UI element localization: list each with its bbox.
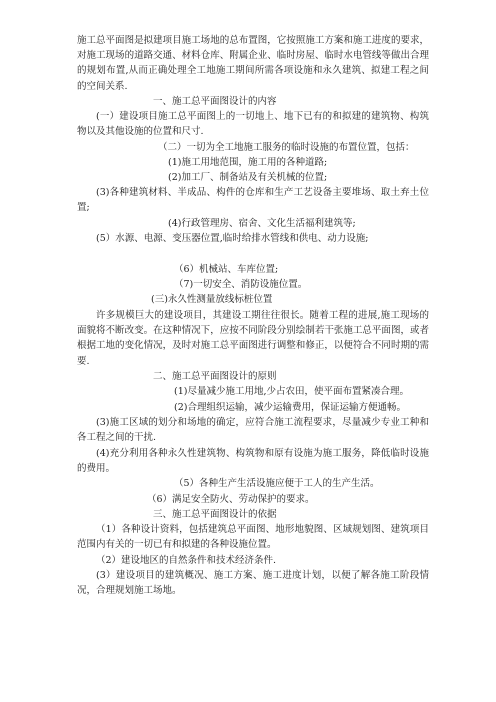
principle-item-6: （6）满足安全防火、劳动保护的要求。: [147, 494, 315, 505]
content-item-7: （7)一切安全、消防设施位置。: [174, 279, 308, 290]
heading-principles: 二、施工总平面图设计的原则: [153, 371, 277, 382]
content-para-4: 许多规模巨大的建设项目，其建设工期往往很长。随着工程的进展,施工现场的面貌将不断改变。在这种情况下，应按不同阶段分别绘制若干张施工总平面图，或者根据工地的变化情况，及时对施工总平面图进行调整和修正，以便符合不同时期的需要.: [77, 310, 429, 367]
content-para-2: （二）一切为全工地施工服务的临时设施的布置位置，包括：: [158, 142, 415, 153]
principle-item-3: (3)施工区域的划分和场地的确定，应符合施工流程要求，尽量减少专业工种和各工程之间的干扰.: [77, 417, 429, 444]
content-para-1: (一）建设项目施工总平面图上的一切地上、地下已有的和拟建的建筑物、构筑物以及其他设施的位置和尺寸.: [77, 111, 429, 138]
content-item-4: (4)行政管理房、宿舍、文化生活福利建筑等;: [168, 218, 356, 229]
basis-item-3: (3）建设项目的建筑概况、施工方案、施工进度计划，以便了解各施工阶段情况，合理规划施工场地。: [77, 570, 429, 597]
content-item-3: (3)各种建筑材料、半成品、构件的仓库和生产工艺设备主要堆场、取土弃土位置;: [77, 187, 429, 214]
principle-item-5: （5）各种生产生活设施应便于工人的生产生活。: [174, 478, 380, 489]
intro-paragraph: 施工总平面图是拟建项目施工场地的总布置图，它按照施工方案和施工进度的要求，对施工现场的道路交通、材料仓库、附属企业、临时房屋、临时水电管线等做出合理的规划布置,从而正确处理全工地施工期间所需各项设施和永久建筑、拟建工程之间的空间关系.: [77, 35, 429, 92]
principle-item-1: (1)尽量减少施工用地,少占农田，使平面布置紧凑合理。: [174, 386, 409, 397]
content-item-2: (2)加工厂、制备站及有关机械的位置;: [168, 172, 328, 183]
content-para-3: (三)永久性测量放线标桩位置: [151, 294, 273, 305]
basis-item-1: （1）各种设计资料，包括建筑总平面图、地形地貌图、区域规划图、建筑项目范围内有关的一切已有和拟建的各种设施位置。: [77, 524, 429, 551]
heading-basis: 三、施工总平面图设计的依据: [153, 509, 277, 520]
content-item-5: (5）水源、电源、变压器位置,临时给排水管线和供电、动力设施;: [96, 233, 369, 244]
content-item-1: (1)施工用地范围，施工用的各种道路;: [168, 157, 328, 168]
heading-content: 一、施工总平面图设计的内容: [153, 96, 277, 107]
content-item-6: （6）机械站、车库位置;: [174, 264, 279, 275]
principle-item-2: (2)合理组织运输，减少运输费用，保证运输方便通畅。: [174, 402, 406, 413]
principle-item-4: (4)充分利用各种永久性建筑物、构筑物和原有设施为施工服务，降低临时设施的费用。: [77, 448, 429, 475]
basis-item-2: （2）建设地区的自然条件和技术经济条件.: [96, 555, 277, 566]
